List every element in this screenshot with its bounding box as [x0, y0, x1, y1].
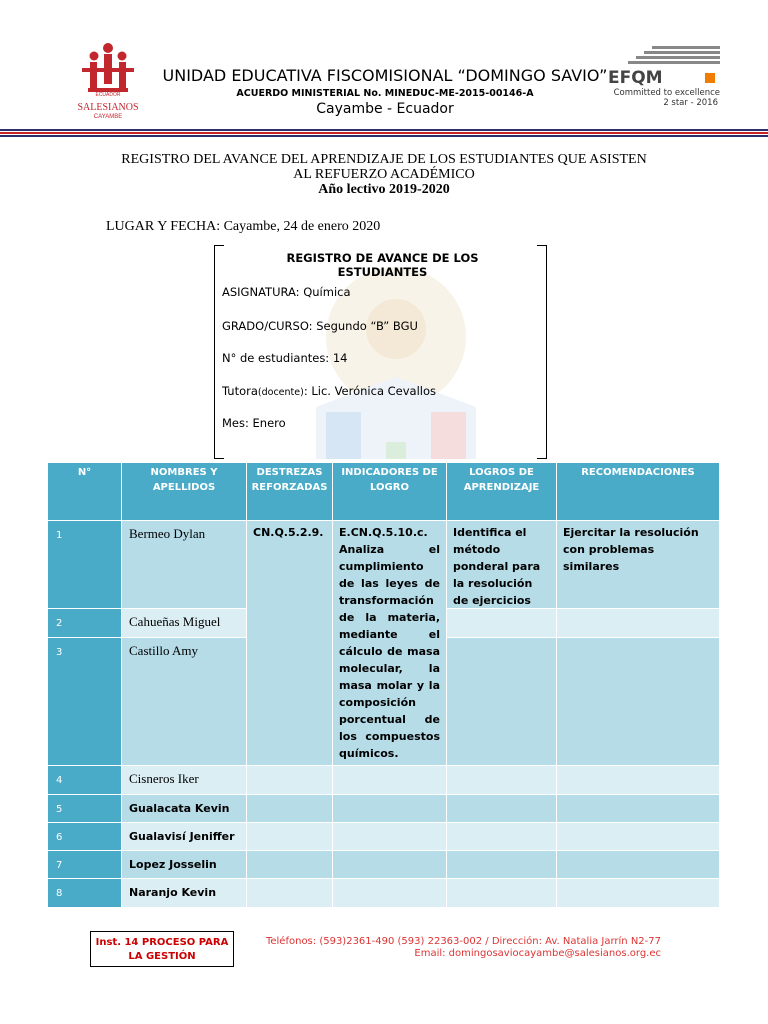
tutor-line [222, 384, 436, 398]
student-info-box [214, 245, 547, 459]
acuerdo-ministerial: ACUERDO MINISTERIAL No. MINEDUC-ME-2015-00146-A [236, 88, 534, 99]
row-6-indicators [333, 823, 446, 850]
row-4-name: Cisneros Iker [122, 766, 246, 794]
row-7-number: 7 [48, 851, 121, 878]
tutor-label: Tutora [222, 384, 258, 398]
row-8-name: Naranjo Kevin [122, 879, 246, 907]
students-count-line: N° de estudiantes: 14 [222, 351, 348, 365]
school-logo [78, 42, 138, 122]
subject-line: ASIGNATURA: Química [222, 285, 351, 299]
box-right-bracket [537, 245, 547, 459]
row-7-indicators [333, 851, 446, 878]
indicator-cell: E.CN.Q.5.10.c. Analiza el cumplimiento de las leyes de transformación de la materia, mediante el cálculo de masa molecular, la masa molar y la composición porcentual de los compuestos químicos. [333, 521, 446, 765]
logo-text: SALESIANOS [77, 102, 139, 113]
school-year: Año lectivo 2019-2020 [318, 182, 450, 197]
footer-email: Email: domingosaviocayambe@salesianos.org.ec [414, 948, 661, 959]
header-names: NOMBRES Y APELLIDOS [122, 463, 246, 520]
row-7-name: Lopez Josselin [122, 851, 246, 878]
document-title [60, 152, 708, 197]
institution-process-box: Inst. 14 PROCESO PARA LA GESTIÓN [90, 931, 234, 967]
row-2-number: 2 [48, 609, 121, 637]
efqm-badge [608, 42, 720, 112]
row-3-recommendation [557, 638, 719, 765]
row-1-number: 1 [48, 521, 121, 608]
row-3-achievement [447, 638, 556, 765]
recommendation-cell: Ejercitar la resolución con problemas similares [557, 521, 719, 608]
header-n: N° [48, 463, 121, 520]
place-date-value: : Cayambe, 24 de enero 2020 [216, 219, 381, 234]
row-5-indicators [333, 795, 446, 822]
skills-cell: CN.Q.5.2.9. [247, 521, 332, 765]
row-6-recommendation [557, 823, 719, 850]
header-skills: DESTREZAS REFORZADAS [247, 463, 332, 520]
efqm-stars: 2 star - 2016 [663, 98, 718, 108]
row-2-name: Cahueñas Miguel [122, 609, 246, 637]
row-5-name: Gualacata Kevin [122, 795, 246, 822]
efqm-committed: Committed to excellence [613, 88, 720, 98]
efqm-orange-square [705, 73, 715, 83]
place-date [106, 219, 380, 235]
title-line-1: REGISTRO DEL AVANCE DEL APRENDIZAJE DE LOS ESTUDIANTES QUE ASISTEN [121, 152, 647, 167]
efqm-brand: EFQM [608, 68, 663, 88]
month-line: Mes: Enero [222, 416, 286, 430]
row-7-achievement [447, 851, 556, 878]
header-indicators: INDICADORES DE LOGRO [333, 463, 446, 520]
row-5-number: 5 [48, 795, 121, 822]
logo-subtext: CAYAMBE [93, 114, 123, 120]
achievement-cell: Identifica el método ponderal para la resolución de ejercicios [447, 521, 556, 608]
school-title: UNIDAD EDUCATIVA FISCOMISIONAL “DOMINGO SAVIO” [162, 66, 608, 85]
row-8-skills [247, 879, 332, 907]
title-line-2: AL REFUERZO ACADÉMICO [293, 167, 475, 182]
row-2-achievement [447, 609, 556, 637]
row-6-skills [247, 823, 332, 850]
row-8-recommendation [557, 879, 719, 907]
row-5-achievement [447, 795, 556, 822]
row-8-number: 8 [48, 879, 121, 907]
footer-contact: Teléfonos: (593)2361-490 (593) 22363-002 / Dirección: Av. Natalia Jarrín N2-77 [265, 936, 661, 947]
row-2-recommendation [557, 609, 719, 637]
header-divider-stripes [0, 129, 768, 139]
header-achievements: LOGROS DE APRENDIZAJE [447, 463, 556, 520]
row-1-name: Bermeo Dylan [122, 521, 246, 608]
row-7-skills [247, 851, 332, 878]
row-5-recommendation [557, 795, 719, 822]
tutor-name: : Lic. Verónica Cevallos [303, 384, 437, 398]
city-label: Cayambe - Ecuador [316, 101, 454, 117]
row-4-number: 4 [48, 766, 121, 794]
row-6-name: Gualavisí Jeniffer [122, 823, 246, 850]
row-6-achievement [447, 823, 556, 850]
info-box-heading: REGISTRO DE AVANCE DE LOS ESTUDIANTES [286, 251, 479, 279]
logo-tagline: ECUADOR [95, 92, 121, 98]
row-3-number: 3 [48, 638, 121, 765]
row-4-indicators [333, 766, 446, 794]
row-8-achievement [447, 879, 556, 907]
row-4-skills [247, 766, 332, 794]
row-3-name: Castillo Amy [122, 638, 246, 765]
row-6-number: 6 [48, 823, 121, 850]
row-4-recommendation [557, 766, 719, 794]
tutor-role: (docente) [257, 387, 304, 398]
grade-line: GRADO/CURSO: Segundo “B” BGU [222, 319, 418, 333]
header-recommendations: RECOMENDACIONES [557, 463, 719, 520]
place-date-label: LUGAR Y FECHA [106, 219, 217, 234]
row-7-recommendation [557, 851, 719, 878]
row-4-achievement [447, 766, 556, 794]
row-8-indicators [333, 879, 446, 907]
row-5-skills [247, 795, 332, 822]
